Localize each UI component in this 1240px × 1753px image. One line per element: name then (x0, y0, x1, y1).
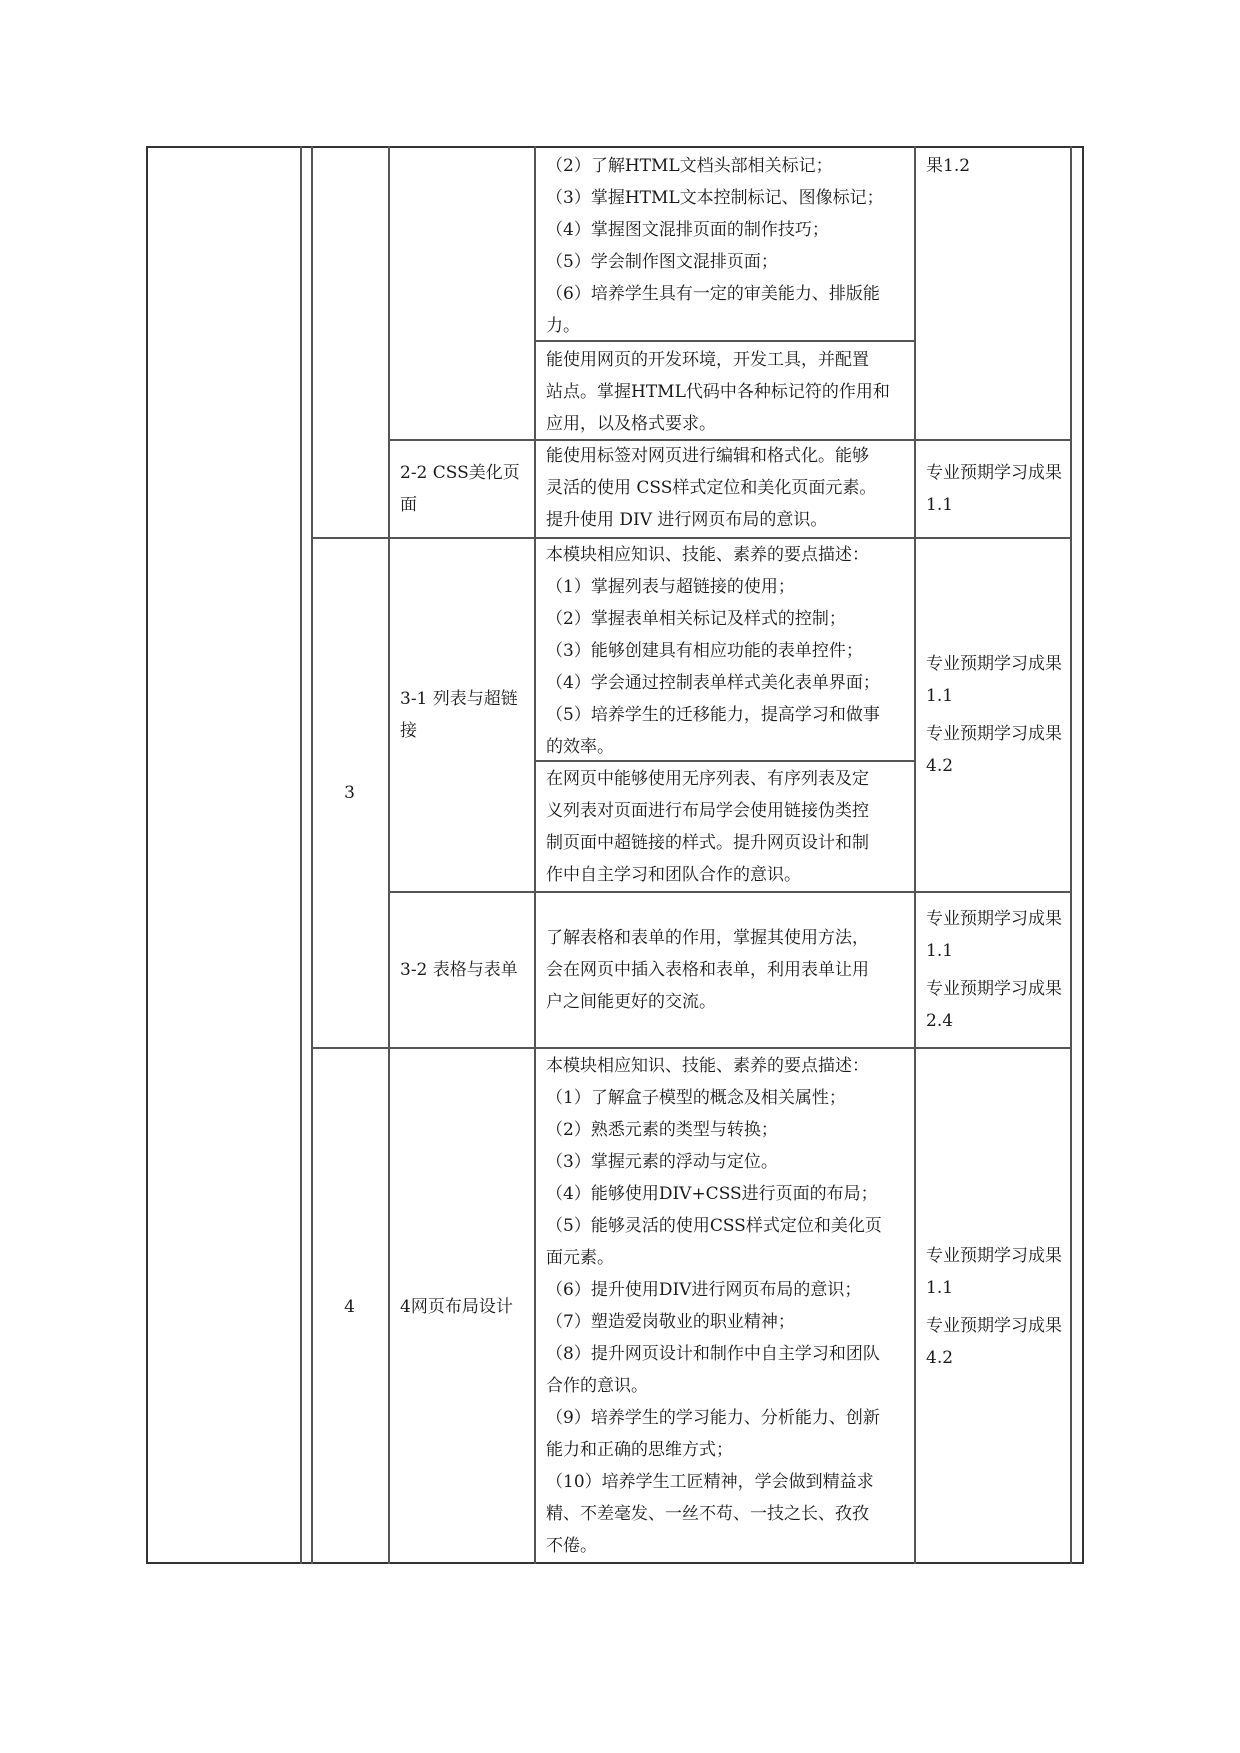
content-line: 户之间能更好的交流。 (546, 992, 716, 1012)
content-line: 义列表对页面进行布局学会使用链接伪类控 (546, 801, 869, 821)
content-line: （5）能够灵活的使用CSS样式定位和美化页 (546, 1216, 882, 1236)
module-number: 3 (344, 783, 355, 803)
outcome-text: 专业预期学习成果1.1 (926, 909, 1062, 961)
content-line: （1）了解盒子模型的概念及相关属性； (546, 1088, 846, 1108)
outcome-text: 专业预期学习成果4.2 (926, 724, 1062, 776)
content-line: 能使用网页的开发环境，开发工具，并配置 (546, 350, 869, 370)
unit-content (546, 893, 910, 1047)
content-line: （2）掌握表单相关标记及样式的控制； (546, 609, 846, 629)
content-line: 了解表格和表单的作用，掌握其使用方法， (546, 928, 869, 948)
content-line: （9）培养学生的学习能力、分析能力、创新 (546, 1408, 880, 1428)
unit-content (546, 1050, 910, 1562)
unit-name: 4网页布局设计 (400, 1296, 513, 1317)
module-number (311, 146, 388, 537)
col-divider (300, 146, 302, 1564)
content-line: 会在网页中插入表格和表单，利用表单让用 (546, 960, 869, 980)
unit-content (546, 539, 910, 763)
content-line: （2）了解HTML文档头部相关标记； (546, 156, 833, 176)
content-line: 能使用标签对网页进行编辑和格式化。能够 (546, 446, 869, 466)
content-line: （8）提升网页设计和制作中自主学习和团队 (546, 1344, 880, 1364)
content-line: 合作的意识。 (546, 1376, 648, 1396)
col-divider (534, 146, 536, 1564)
unit-content (546, 150, 910, 342)
content-line: （6）提升使用DIV进行网页布局的意识； (546, 1280, 862, 1300)
outcome-text: 专业预期学习成果2.4 (926, 979, 1062, 1031)
unit-content (546, 763, 910, 891)
content-line: 面元素。 (546, 1248, 614, 1268)
content-line: 精、不差毫发、一丝不苟、一技之长、孜孜 (546, 1504, 869, 1524)
outcome-text: 果1.2 (926, 156, 971, 176)
content-line: （5）学会制作图文混排页面； (546, 252, 778, 272)
unit-name (388, 146, 534, 439)
unit-name: 3-1 列表与超链接 (400, 689, 518, 741)
content-line: （10）培养学生工匠精神，学会做到精益求 (546, 1472, 874, 1492)
content-line: （4）学会通过控制表单样式美化表单界面； (546, 673, 880, 693)
module-number: 4 (344, 1296, 355, 1317)
content-line: 提升使用 DIV 进行网页布局的意识。 (546, 510, 828, 530)
col-divider (1070, 146, 1072, 1564)
content-line: 力。 (546, 316, 580, 336)
content-line: （6）培养学生具有一定的审美能力、排版能 (546, 284, 880, 304)
content-line: 作中自主学习和团队合作的意识。 (546, 865, 801, 885)
content-line: 本模块相应知识、技能、素养的要点描述： (546, 545, 869, 565)
learning-outcomes (926, 893, 1066, 1047)
learning-outcomes (926, 1049, 1066, 1564)
unit-name: 3-2 表格与表单 (400, 960, 518, 980)
outcome-text: 专业预期学习成果1.1 (926, 654, 1062, 706)
col-divider (914, 146, 916, 1564)
content-line: 能力和正确的思维方式； (546, 1440, 733, 1460)
learning-outcomes (926, 539, 1066, 891)
content-line: （7）塑造爱岗敬业的职业精神； (546, 1312, 795, 1332)
content-line: 的效率。 (546, 737, 614, 757)
unit-content (546, 440, 910, 536)
content-line: 不倦。 (546, 1536, 597, 1556)
content-line: 灵活的使用 CSS样式定位和美化页面元素。 (546, 478, 877, 498)
content-line: 本模块相应知识、技能、素养的要点描述： (546, 1056, 869, 1076)
content-line: 站点。掌握HTML代码中各种标记符的作用和 (546, 382, 890, 402)
unit-name: 2-2 CSS美化页面 (400, 463, 520, 515)
outcome-text: 专业预期学习成果1.1 (926, 463, 1062, 515)
content-line: （4）掌握图文混排页面的制作技巧； (546, 220, 829, 240)
content-line: 在网页中能够使用无序列表、有序列表及定 (546, 769, 869, 789)
content-line: 应用，以及格式要求。 (546, 414, 716, 434)
content-line: （3）能够创建具有相应功能的表单控件； (546, 641, 863, 661)
outcome-text: 专业预期学习成果1.1 (926, 1245, 1062, 1298)
learning-outcomes (926, 441, 1066, 537)
content-line: （5）培养学生的迁移能力，提高学习和做事 (546, 705, 880, 725)
content-line: 制页面中超链接的样式。提升网页设计和制 (546, 833, 869, 853)
content-line: （2）熟悉元素的类型与转换； (546, 1120, 778, 1140)
content-line: （3）掌握HTML文本控制标记、图像标记； (546, 188, 884, 208)
content-line: （1）掌握列表与超链接的使用； (546, 577, 795, 597)
unit-content (546, 344, 910, 440)
content-line: （4）能够使用DIV+CSS进行页面的布局； (546, 1184, 878, 1204)
outcome-text: 专业预期学习成果4.2 (926, 1315, 1062, 1368)
content-line: （3）掌握元素的浮动与定位。 (546, 1152, 778, 1172)
learning-outcomes (926, 150, 1066, 182)
